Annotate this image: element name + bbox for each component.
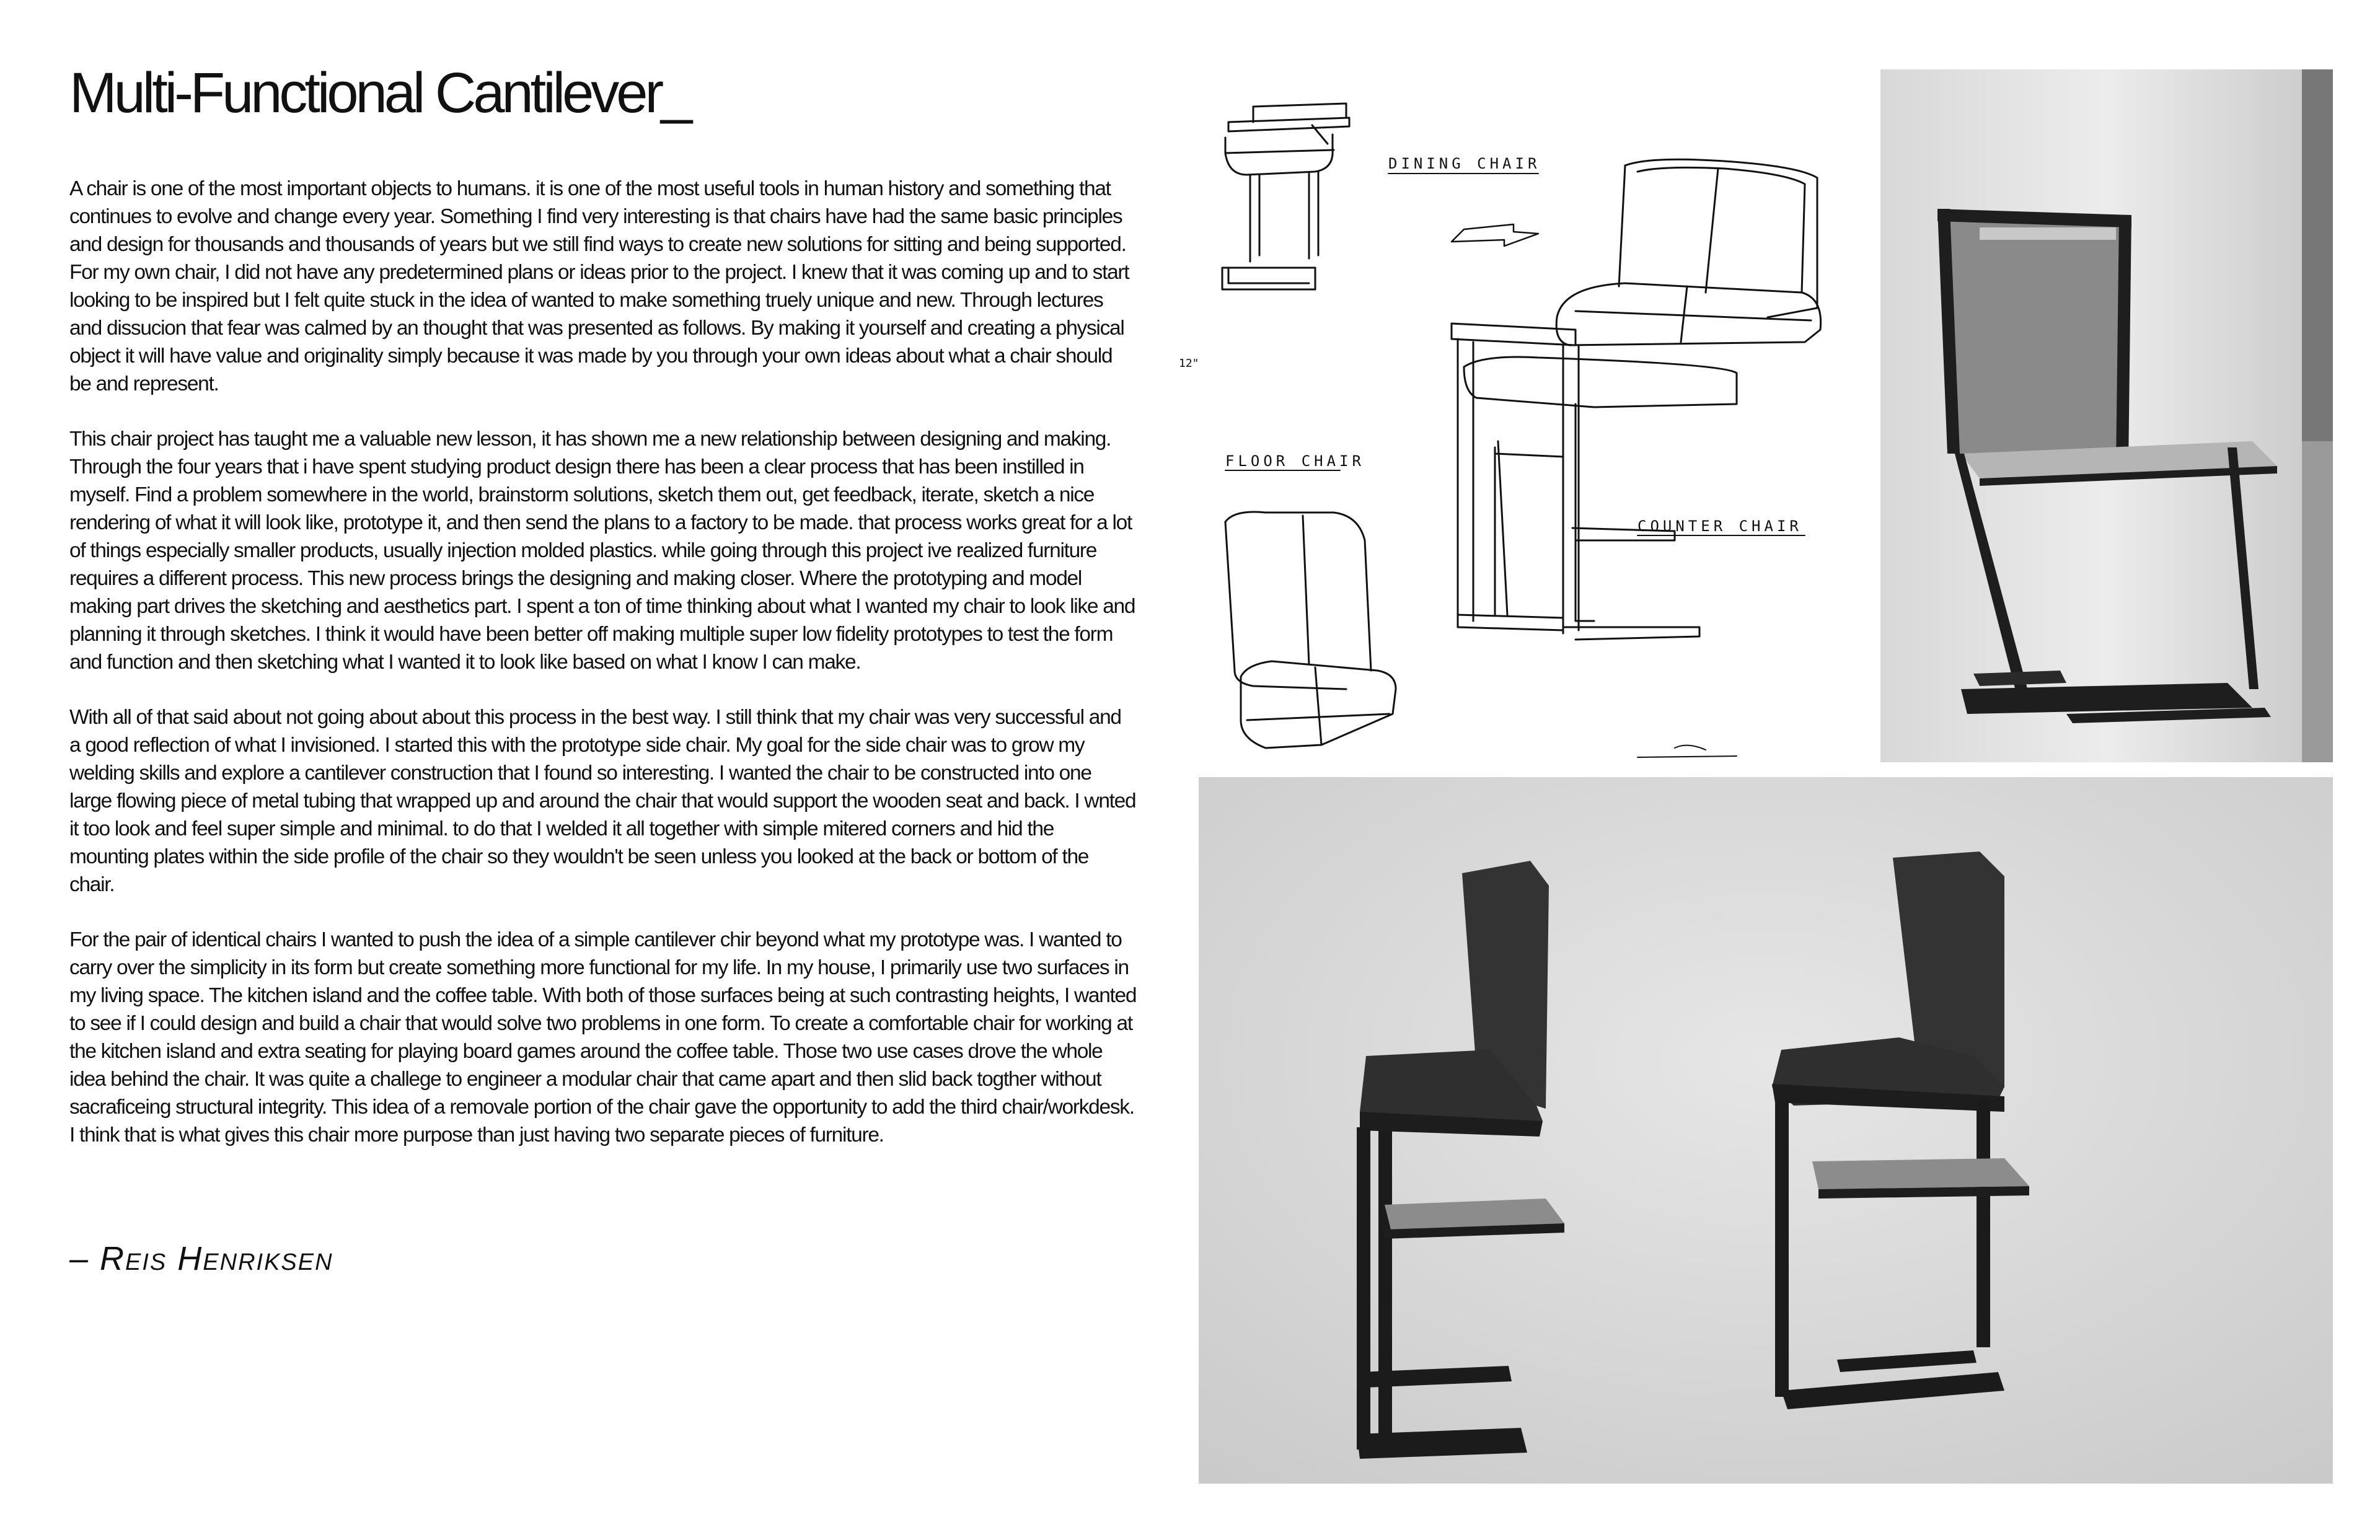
label-counter-chair: COUNTER CHAIR — [1637, 517, 1802, 535]
paragraph-2: This chair project has taught me a valuable new lesson, it has shown me a new relationship between designing and making. Through the four years that i have spent studying product design there has been a clear process that has been instilled in myself. Find a problem somewhere in the world, brainstorm solutions, sketch them out, get feedback, iterate, sketch a nice rendering of what it will look like, prototype it, and then send the plans to a factory to be made. that process works great for a lot of things especially smaller products, usually injection molded plastics. while going through this project ive realized furniture requires a different process. This new process brings the designing and making closer. Where the prototyping and model making part drives the sketching and aesthetics part. I spent a ton of time thinking about what I wanted my chair to look like and planning it through sketches. I think it would have been better off making multiple super low fidelity prototypes to test the form and function and then sketching what I wanted it to look like based on what I know I can make. — [69, 428, 1135, 674]
chair-sketches — [1179, 69, 1859, 762]
label-dining-chair: DINING CHAIR — [1388, 155, 1541, 172]
paragraph-1: A chair is one of the most important objects to humans. it is one of the most useful tools in human history and something that continues to evolve and change every year. Something I find very interesting is that chairs have had the same basic principles and design for thousands and thousands of years but we still find ways to create new solutions for sitting and being supported. For my own chair, I did not have any predetermined plans or ideas prior to the project. I knew that it was coming up and to start looking to be inspired but I felt quite stuck in the idea of wanted to make something truely unique and new. Through lectures and dissucion that fear was calmed by an thought that was presented as follows. By making it yourself and creating a physical object it will have value and originality simply because it was made by you through your own ideas about what a chair should be and represent. — [69, 177, 1129, 395]
counter-chair-sketch — [1452, 323, 1737, 640]
chair-pair-photo — [1199, 777, 2333, 1484]
floor-chair-sketch — [1225, 512, 1396, 748]
signature: – Reis Henriksen — [69, 1240, 333, 1277]
page-title: Multi-Functional Cantilever_ — [69, 61, 690, 125]
prototype-chair-image — [1880, 69, 2333, 762]
body-text — [69, 175, 1137, 1176]
chair-pair-image — [1199, 777, 2333, 1484]
dining-chair-sketch — [1556, 159, 1820, 345]
dimension-label: 12" — [1179, 357, 1199, 370]
paragraph-4: For the pair of identical chairs I wanted to push the idea of a simple cantilever chir beyond what my prototype was. I wanted to carry over the simplicity in its form but create something more functional for my life. In my house, I primarily use two surfaces in my living space. The kitchen island and the coffee table. With both of those surfaces being at such contrasting heights, I wanted to see if I could design and build a chair that would solve two problems in one form. To create a comfortable chair for working at the kitchen island and extra seating for playing board games around the coffee table. Those two use cases drove the whole idea behind the chair. It was quite a challege to engineer a modular chair that came apart and then slid back togther without sacraficeing structural integrity. This idea of a removale portion of the chair gave the opportunity to add the third chair/workdesk. I think that is what gives this chair more purpose than just having two separate pieces of furniture. — [69, 928, 1137, 1146]
paragraph-3: With all of that said about not going about about this process in the best way. I still think that my chair was very successful and a good reflection of what I invisioned. I started this with the prototype side chair. My goal for the side chair was to grow my welding skills and explore a cantilever construction that I found so interesting. I wanted the chair to be constructed into one large flowing piece of metal tubing that wrapped up and around the chair that would support the wooden seat and back. I wnted it too look and feel super simple and minimal. to do that I welded it all together with simple mitered corners and hid the mounting plates within the side profile of the chair so they wouldn't be seen unless you looked at the back or bottom of the chair. — [69, 706, 1136, 896]
stool-sketch — [1222, 103, 1349, 289]
prototype-chair-photo — [1880, 69, 2333, 762]
sketch-panel — [1179, 69, 1859, 762]
label-floor-chair: FLOOR CHAIR — [1225, 452, 1365, 470]
